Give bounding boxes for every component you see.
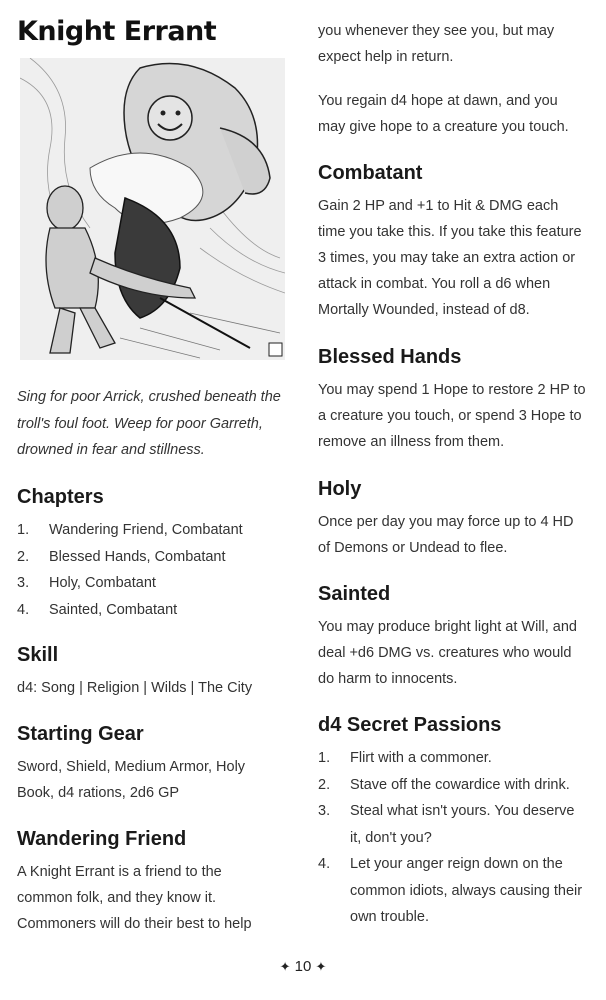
skill-text: d4: Song | Religion | Wilds | The City: [17, 680, 253, 696]
starting-gear-text: Sword, Shield, Medium Armor, Holy Book, d4 rations, 2d6 GP: [17, 759, 246, 801]
blessed-hands-heading: Blessed Hands: [318, 346, 462, 368]
list-item: 2. Blessed Hands, Combatant: [17, 548, 226, 565]
wandering-friend-heading: Wandering Friend: [17, 828, 187, 850]
sainted-text: You may produce bright light at Will, and deal +d6 DMG vs. creatures who would do harm to innocents.: [318, 619, 577, 687]
skill-heading: Skill: [17, 644, 59, 666]
blessed-hands-text: You may spend 1 Hope to restore 2 HP to a creature you touch, or spend 3 Hope to remove an illness from them.: [318, 382, 586, 450]
list-item: 3. Steal what isn't yours. You deserve it, don't you?: [318, 803, 575, 846]
combatant-text: Gain 2 HP and +1 to Hit & DMG each time you take this. If you take this feature 3 times, you may take an extra action or attack in combat. You roll a d6 when Mortally Wounded, instead of d8.: [318, 198, 582, 318]
chapters-list: [17, 517, 282, 623]
flavor-text: Sing for poor Arrick, crushed beneath the troll's foul foot. Weep for poor Garreth, drowned in fear and stillness.: [17, 389, 281, 458]
star-icon: ✦: [279, 959, 291, 974]
page-number-value: 10: [294, 958, 312, 975]
list-item: 3. Holy, Combatant: [17, 575, 156, 591]
troll-attacking-knight-illustration: [20, 58, 285, 360]
list-item: 1. Wandering Friend, Combatant: [17, 522, 243, 538]
wandering-friend-text: A Knight Errant is a friend to the common folk, and they know it. Commoners will do their best to help: [17, 864, 252, 932]
list-item: 2. Stave off the cowardice with drink.: [318, 776, 570, 793]
chapters-heading: Chapters: [17, 486, 104, 508]
list-item: 1. Flirt with a commoner.: [318, 750, 492, 766]
wandering-friend-text-2: You regain d4 hope at dawn, and you may give hope to a creature you touch.: [318, 93, 569, 135]
sainted-heading: Sainted: [318, 583, 391, 605]
page-number: [0, 958, 606, 975]
list-item: 4. Let your anger reign down on the common idiots, always causing their own trouble.: [318, 856, 583, 925]
holy-text: Once per day you may force up to 4 HD of Demons or Undead to flee.: [318, 514, 574, 556]
star-icon: ✦: [315, 959, 327, 974]
combatant-heading: Combatant: [318, 162, 423, 184]
holy-heading: Holy: [318, 478, 362, 500]
wandering-friend-text-continued: you whenever they see you, but may expect help in return.: [318, 23, 555, 65]
secret-passions-heading: d4 Secret Passions: [318, 714, 502, 736]
starting-gear-heading: Starting Gear: [17, 723, 144, 745]
page-title: Knight Errant: [17, 16, 217, 47]
list-item: 4. Sainted, Combatant: [17, 601, 178, 618]
secret-passions-list: [318, 745, 588, 931]
